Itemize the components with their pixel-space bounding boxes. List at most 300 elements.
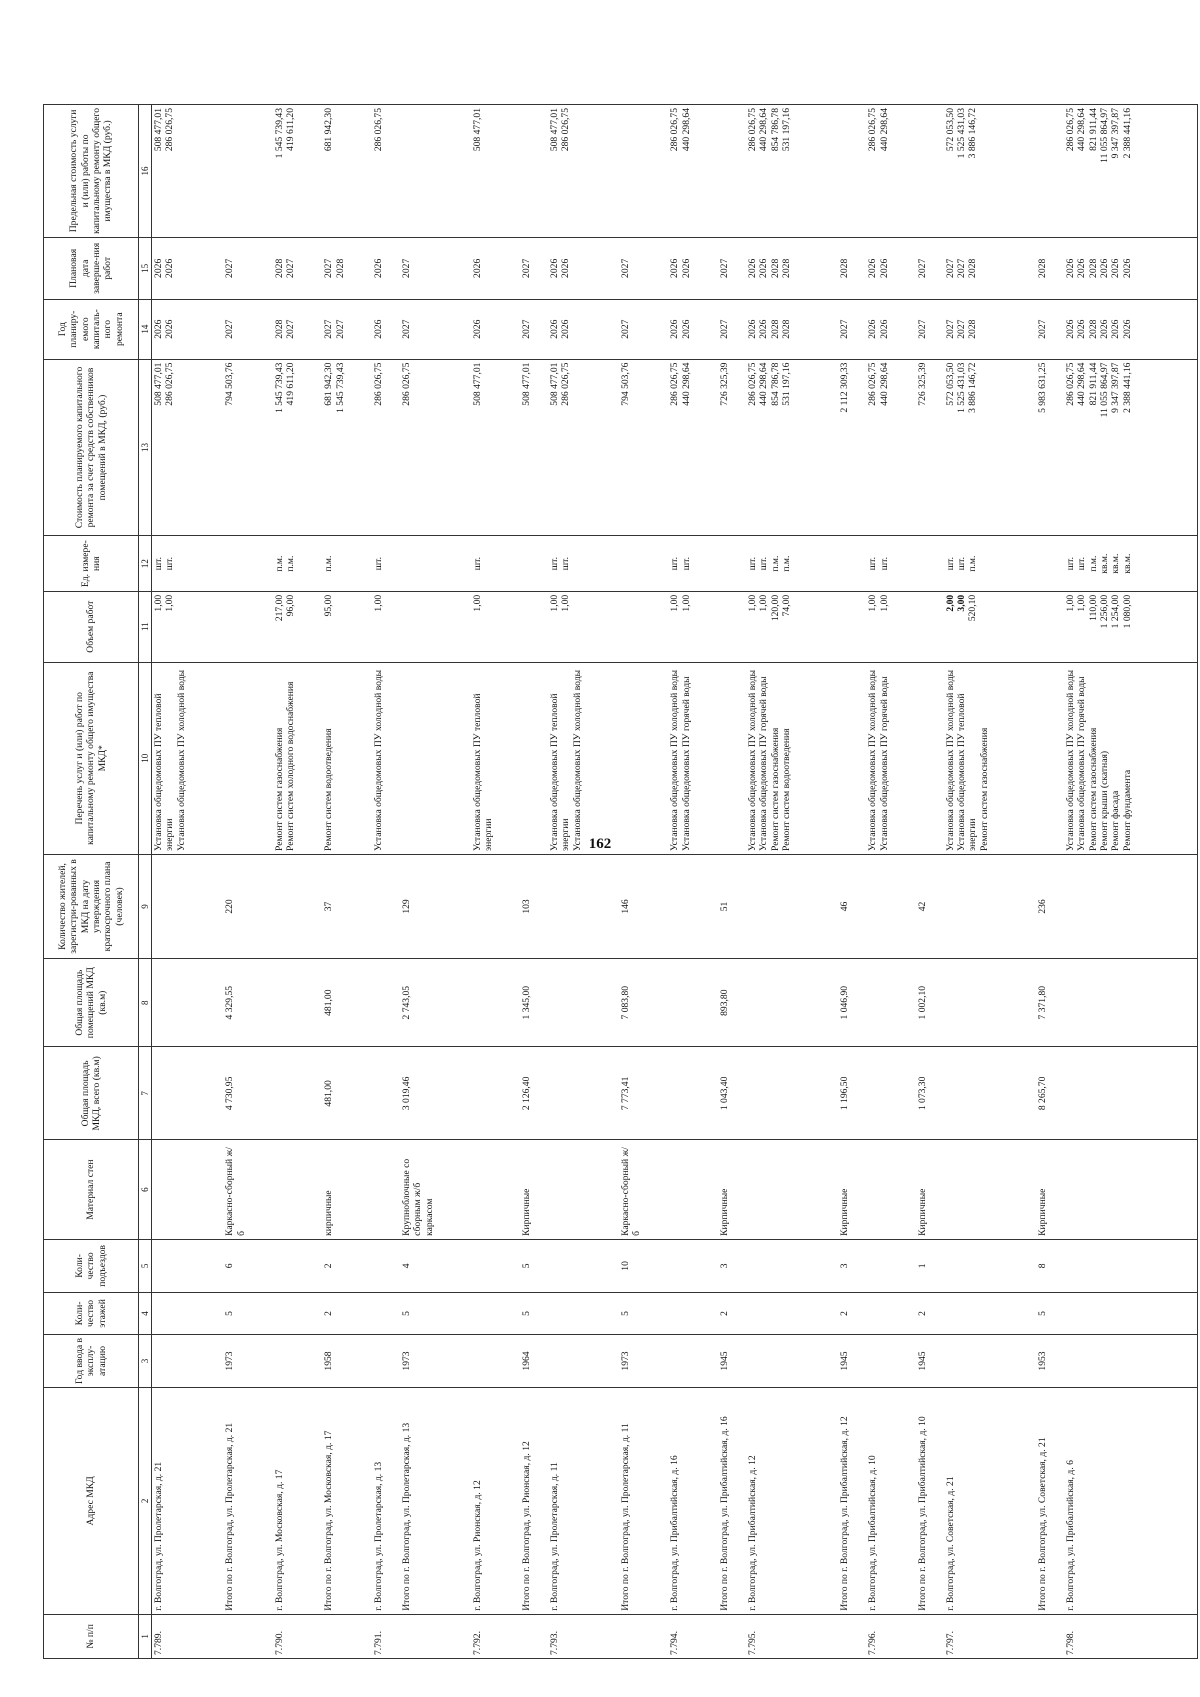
unit: п.м. [769,555,781,572]
floors: 2 [719,1311,731,1316]
cost: 440 298,64 [1076,362,1088,406]
col-header: Плановая дата заверше-ния работ [44,237,139,299]
area-total-cell [866,1047,913,1140]
cost: 419 611,20 [285,362,297,406]
limit-cost: 286 026,75 [560,108,572,152]
area-rooms-cell [668,958,715,1046]
volume-cell [548,591,616,662]
cost-cell [319,359,371,536]
area-total-cell [835,1047,866,1140]
row-number-cell [1064,1614,1197,1658]
repair-year: 2027 [1037,319,1049,339]
cost-total: 726 325,39 [916,362,928,406]
work-item: Установка общедомовых ПУ холодной воды [175,669,187,851]
cost-cell [517,359,548,536]
area-total-cell [616,1047,668,1140]
unit: шт. [372,557,384,571]
year-built-cell [152,1334,221,1387]
works-cell [471,662,518,854]
cost-total: 5 983 631,25 [1037,362,1049,413]
address: Итого по г. Волгоград, ул. Прибалтийская, д. 10 [916,1416,928,1611]
col-header: Объем работ [44,591,139,662]
area-total: 3 019,46 [400,1076,412,1111]
row-number-cell [866,1614,913,1658]
area-rooms: 4 329,55 [224,985,236,1020]
volume: 217,00 [273,594,285,622]
col-number: 10 [139,662,152,854]
address: г. Волгоград, ул. Пролетарская, д. 13 [372,1461,384,1611]
wall-material-cell [1033,1140,1064,1240]
entrances-cell [517,1239,548,1292]
limit-cost: 508 477,01 [471,108,483,152]
end-date: 2028 [1087,258,1099,278]
residents: 46 [839,901,851,912]
unit: кв.м. [1121,553,1133,574]
unit-cell [273,536,320,591]
end-date-cell [471,237,518,299]
repair-year-cell [746,299,835,359]
limit-cost: 286 026,75 [746,108,758,152]
cost: 1 545 739,43 [334,362,346,413]
area-rooms: 1 002,10 [916,985,928,1020]
end-date: 2026 [1065,258,1077,278]
volume: 74,00 [780,594,792,617]
wall-material: Кирпичные [719,1188,731,1236]
work-item: Ремонт систем газоснабжения [769,727,781,851]
area-total-cell [715,1047,746,1140]
end-date: 2027 [285,258,297,278]
volume: 1,00 [560,594,572,612]
residents-cell [372,855,397,959]
table-row [668,105,715,1659]
area-total-cell [548,1047,616,1140]
unit: шт. [549,557,561,571]
limit-cost-cell [152,105,221,238]
limit-cost: 508 477,01 [549,108,561,152]
floors: 5 [620,1311,632,1316]
floors-cell [319,1292,371,1334]
cost: 531 197,16 [780,362,792,406]
unit: шт. [153,557,164,571]
year-built-cell [273,1334,320,1387]
year-built-cell [835,1334,866,1387]
cost-cell [152,359,221,536]
row-number-cell [668,1614,715,1658]
work-item: Ремонт систем газоснабжения [273,727,285,851]
area-rooms-cell [548,958,616,1046]
floors: 5 [1037,1311,1049,1316]
repair-year: 2027 [224,319,236,339]
end-date-cell [616,237,668,299]
total-row [1033,105,1064,1659]
year-built: 1973 [620,1351,632,1371]
works-cell [668,662,715,854]
works-cell [372,662,397,854]
repair-year-cell [715,299,746,359]
floors: 5 [224,1311,236,1316]
residents: 51 [719,901,731,912]
cost-cell [866,359,913,536]
area-total-cell [517,1047,548,1140]
col-number: 4 [139,1292,152,1334]
table-row [746,105,835,1659]
cost: 286 026,75 [867,362,879,406]
limit-cost-cell [866,105,913,238]
residents-cell [835,855,866,959]
unit: шт. [560,557,572,571]
end-date: 2028 [1037,258,1049,278]
repair-year: 2028 [780,319,792,339]
repair-year-cell [372,299,397,359]
volume: 1,00 [164,594,176,612]
entrances: 6 [224,1263,236,1269]
repair-year: 2026 [669,319,681,339]
unit: п.м. [285,555,297,572]
area-rooms: 1 046,90 [839,985,851,1020]
volume-cell [1033,591,1064,662]
work-item: Установка общедомовых ПУ холодной воды [944,669,956,851]
volume-cell [220,591,272,662]
cost-cell [715,359,746,536]
limit-cost: 419 611,20 [285,108,297,151]
end-date: 2027 [944,258,956,278]
limit-cost-cell [548,105,616,238]
wall-material-cell [668,1140,715,1240]
unit-cell [372,536,397,591]
works-cell [517,662,548,854]
unit-cell [220,536,272,591]
unit: шт. [1065,557,1077,571]
address: Итого по г. Волгоград, ул. Советская, д. 21 [1037,1437,1049,1611]
year-built: 1973 [224,1351,236,1371]
repair-year: 2027 [521,319,533,339]
unit-cell [944,536,1033,591]
work-item: Установка общедомовых ПУ горячей воды [758,676,770,851]
wall-material-cell [517,1140,548,1240]
works-cell [746,662,835,854]
end-date-cell [1033,237,1064,299]
floors-cell [835,1292,866,1334]
year-built: 1945 [839,1351,851,1371]
floors: 5 [521,1311,533,1316]
floors: 2 [323,1311,335,1316]
wall-material: Кирпичные [839,1188,851,1236]
year-built: 1958 [323,1351,335,1371]
wall-material: кирпичные [323,1190,335,1236]
cost-cell [1064,359,1197,536]
cost-total: 794 503,76 [224,362,236,406]
floors-cell [152,1292,221,1334]
limit-cost: 440 298,64 [1076,108,1088,152]
area-rooms-cell [517,958,548,1046]
total-row [913,105,944,1659]
end-date: 2027 [956,258,968,278]
residents: 146 [620,899,632,914]
cost-cell [616,359,668,536]
repair-year: 2028 [1087,319,1099,339]
cost: 440 298,64 [680,362,692,406]
residents-cell [866,855,913,959]
repair-year: 2026 [758,319,770,339]
year-built-cell [517,1334,548,1387]
entrances-cell [944,1239,1033,1292]
unit: шт. [746,557,758,571]
total-row [715,105,746,1659]
wall-material-cell [866,1140,913,1240]
residents: 42 [916,901,928,912]
col-header: Год планиру-емого капиталь-ного ремонта [44,299,139,359]
volume: 3,00 [956,594,968,612]
cost: 508 477,01 [549,362,561,406]
repair-year-cell [152,299,221,359]
floors-cell [746,1292,835,1334]
cost: 854 786,78 [769,362,781,406]
repair-year: 2026 [1076,319,1088,339]
unit: шт. [471,557,483,571]
end-date: 2026 [867,258,879,278]
col-header: Общая площадь помещений МКД (кв.м) [44,958,139,1046]
work-item: Установка общедомовых ПУ холодной воды [746,669,758,851]
repair-year-cell [471,299,518,359]
unit: шт. [878,557,890,571]
area-rooms-cell [319,958,371,1046]
col-header: Адрес МКД [44,1388,139,1615]
cost-cell [273,359,320,536]
year-built-cell [746,1334,835,1387]
limit-cost-cell [319,105,371,238]
unit-cell [319,536,371,591]
cost-cell [835,359,866,536]
end-date: 2026 [560,258,572,278]
works-cell [1064,662,1197,854]
volume-cell [397,591,471,662]
repair-year-cell [913,299,944,359]
volume-cell [372,591,397,662]
wall-material: Кирпичные [916,1188,928,1236]
entrances-cell [715,1239,746,1292]
area-total: 1 043,40 [719,1076,731,1111]
cost-total: 794 503,76 [620,362,632,406]
limit-cost-cell [273,105,320,238]
end-date-cell [220,237,272,299]
limit-cost: 440 298,64 [758,108,770,152]
limit-cost-cell [517,105,548,238]
row-number-cell [944,1614,1033,1658]
limit-cost-cell [1033,105,1064,238]
year-built-cell [715,1334,746,1387]
end-date: 2028 [839,258,851,278]
row-number-cell [835,1614,866,1658]
wall-material: Каркасно-сборный ж/б [224,1147,247,1236]
entrances-cell [913,1239,944,1292]
wall-material-cell [616,1140,668,1240]
repair-year-cell [548,299,616,359]
cost: 286 026,75 [746,362,758,406]
work-item: Ремонт систем водоотведения [780,728,792,851]
residents-cell [548,855,616,959]
entrances-cell [866,1239,913,1292]
cost: 681 942,30 [323,362,335,406]
residents-cell [220,855,272,959]
entrances-cell [220,1239,272,1292]
row-number-cell [319,1614,371,1658]
area-rooms-cell [220,958,272,1046]
area-rooms-cell [1064,958,1197,1046]
entrances-cell [397,1239,471,1292]
col-header: Предельная стоимость услуги и (или) работы по капитальному ремонту общего имущества в МКД (руб.) [44,105,139,238]
area-rooms: 893,80 [719,989,731,1016]
residents: 220 [224,899,236,914]
end-date: 2026 [372,258,384,278]
residents-cell [517,855,548,959]
end-date-cell [319,237,371,299]
repair-year: 2026 [549,319,561,339]
year-built-cell [913,1334,944,1387]
total-row [319,105,371,1659]
residents-cell [273,855,320,959]
work-item: Ремонт систем газоснабжения [978,727,990,851]
entrances-cell [746,1239,835,1292]
volume-cell [668,591,715,662]
work-item: Установка общедомовых ПУ холодной воды [372,669,384,851]
col-header: Перечень услуг и (или) работ по капитальному ремонту общего имущества МКД* [44,662,139,854]
volume: 520,10 [967,594,979,622]
col-number: 3 [139,1334,152,1387]
limit-cost: 681 942,30 [323,108,335,152]
residents: 129 [400,899,412,914]
repair-year: 2027 [323,319,335,339]
repair-year: 2026 [471,319,483,339]
limit-cost-cell [471,105,518,238]
volume-cell [1064,591,1197,662]
entrances-cell [1033,1239,1064,1292]
col-header: Материал стен [44,1140,139,1240]
unit: шт. [867,557,879,571]
address: г. Волгоград, ул. Прибалтийская, д. 10 [867,1455,879,1611]
residents: 236 [1037,899,1049,914]
repair-year: 2027 [334,319,346,339]
work-item: Установка общедомовых ПУ холодной воды [1065,669,1077,851]
address-cell [517,1388,548,1615]
year-built-cell [397,1334,471,1387]
limit-cost-cell [913,105,944,238]
repair-year: 2026 [560,319,572,339]
work-item: Ремонт фундамента [1121,769,1133,851]
row-number-cell [220,1614,272,1658]
floors-cell [471,1292,518,1334]
residents: 37 [323,901,335,912]
entrances: 3 [719,1263,731,1269]
end-date-cell [548,237,616,299]
repair-year: 2028 [769,319,781,339]
col-number: 2 [139,1388,152,1615]
year-built: 1953 [1037,1351,1049,1371]
cost: 286 026,75 [669,362,681,406]
volume: 1,00 [372,594,384,612]
address: г. Волгоград, ул. Советская, д. 21 [944,1476,956,1611]
end-date: 2027 [521,258,533,278]
work-item: Установка общедомовых ПУ тепловой энергии [549,693,572,851]
volume: 2,00 [944,594,956,612]
floors: 5 [400,1311,412,1316]
row-number-cell [715,1614,746,1658]
year-built: 1945 [719,1351,731,1371]
table-row [273,105,320,1659]
floors-cell [1033,1292,1064,1334]
year-built-cell [944,1334,1033,1387]
volume-cell [152,591,221,662]
row-number-cell [616,1614,668,1658]
cost: 286 026,75 [1065,362,1077,406]
wall-material-cell [1064,1140,1197,1240]
address: Итого по г. Волгоград, ул. Прибалтийская, д. 16 [719,1416,731,1611]
table-body [152,105,1198,1659]
address-cell [616,1388,668,1615]
wall-material-cell [372,1140,397,1240]
end-date: 2027 [719,258,731,278]
address-cell [152,1388,221,1615]
area-rooms: 7 083,80 [620,985,632,1020]
volume: 96,00 [285,594,297,617]
address-cell [220,1388,272,1615]
works-cell [273,662,320,854]
repair-year: 2026 [372,319,384,339]
address-cell [1033,1388,1064,1615]
unit: п.м. [323,555,335,572]
volume-cell [715,591,746,662]
address: г. Волгоград, ул. Пролетарская, д. 11 [549,1462,561,1611]
entrances-cell [319,1239,371,1292]
volume: 1,00 [878,594,890,612]
col-header: Год ввода в эксплу-атацию [44,1334,139,1387]
address-cell [471,1388,518,1615]
volume: 95,00 [323,594,335,617]
total-row [835,105,866,1659]
end-date: 2026 [669,258,681,278]
floors-cell [372,1292,397,1334]
col-number: 8 [139,958,152,1046]
volume: 1 254,00 [1110,594,1122,629]
repair-year: 2026 [746,319,758,339]
repair-year-cell [220,299,272,359]
volume-cell [517,591,548,662]
area-rooms-cell [471,958,518,1046]
repair-year: 2026 [153,319,164,339]
residents-cell [668,855,715,959]
cost-cell [471,359,518,536]
address-cell [1064,1388,1197,1615]
work-item: Ремонт систем холодного водоснабжения [285,681,297,851]
cost-total: 2 112 309,33 [839,362,851,413]
volume-cell [944,591,1033,662]
col-header: Коли-чество подъездов [44,1239,139,1292]
row-number-cell [397,1614,471,1658]
residents-cell [319,855,371,959]
total-row [220,105,272,1659]
works-cell [715,662,746,854]
area-rooms-cell [273,958,320,1046]
volume-cell [746,591,835,662]
cost: 572 053,50 [944,362,956,406]
end-date: 2028 [273,258,285,278]
floors: 2 [839,1311,851,1316]
unit-cell [835,536,866,591]
area-rooms-cell [397,958,471,1046]
wall-material: Кирпичные [1037,1188,1049,1236]
limit-cost: 11 055 864,97 [1099,108,1111,163]
wall-material-cell [152,1140,221,1240]
work-item: Ремонт фасада [1110,790,1122,851]
